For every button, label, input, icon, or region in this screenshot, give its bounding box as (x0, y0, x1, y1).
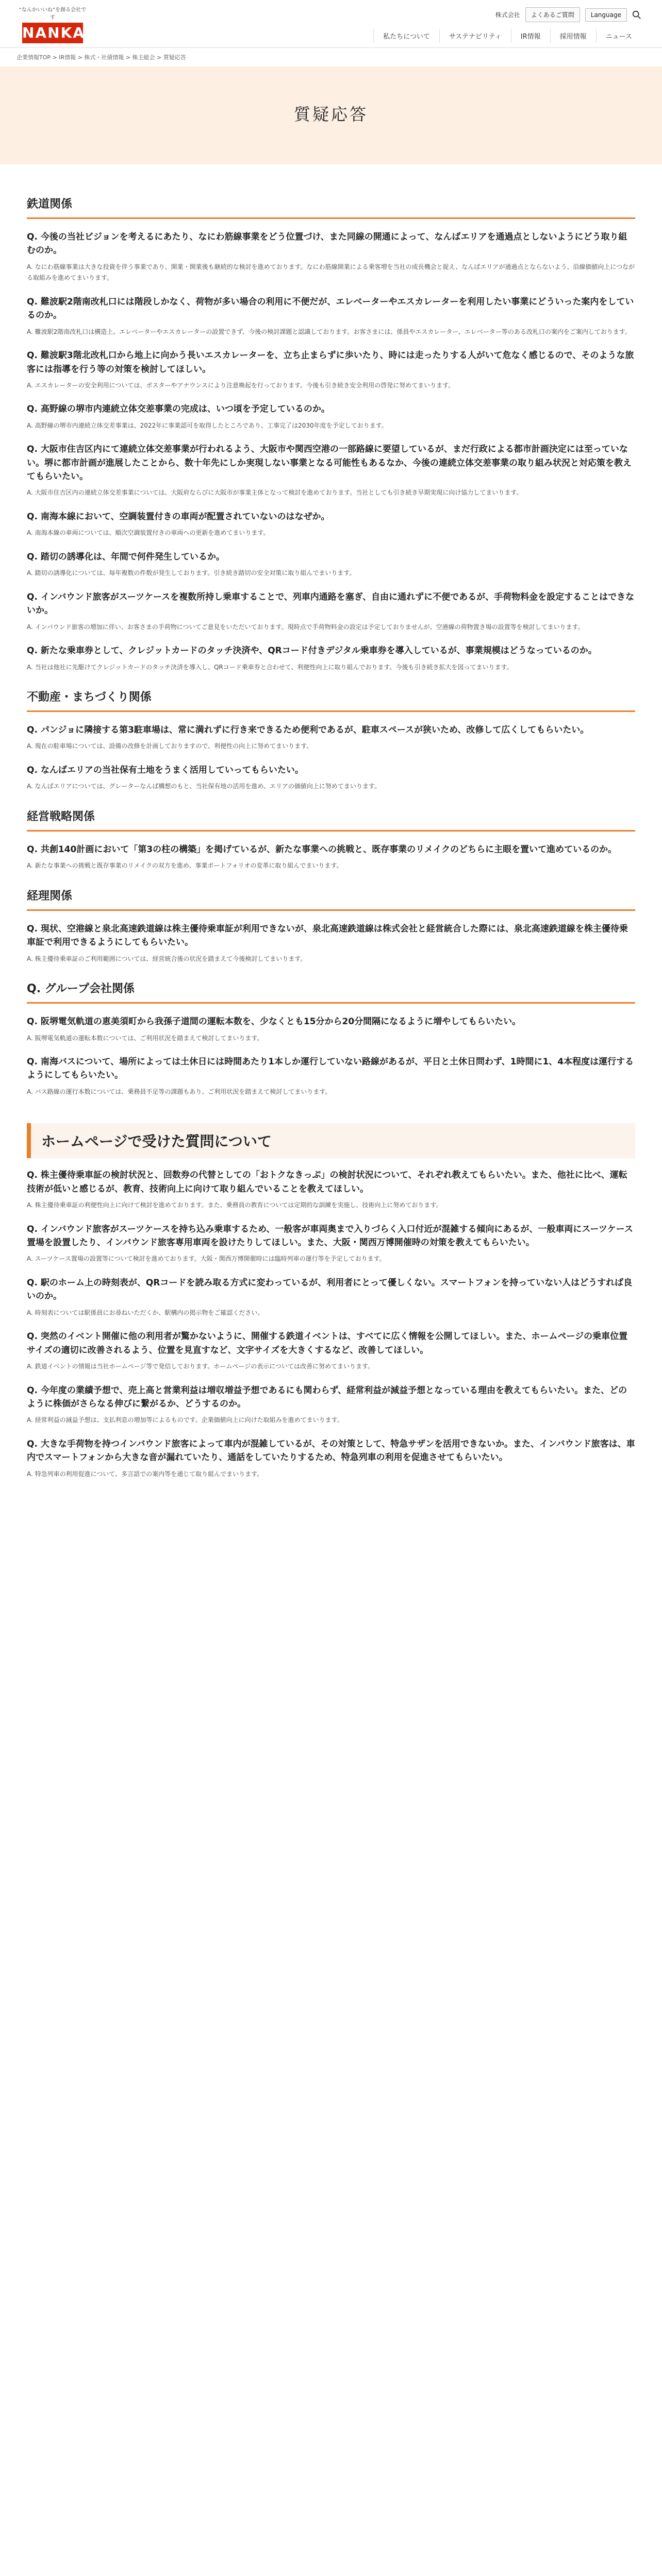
qa-item (27, 723, 635, 752)
question-text: Q. 新たな乗車券として、クレジットカードのタッチ決済や、QRコード付きデジタル乗車券を導入しているが、事業規模はどうなっているのか。 (27, 646, 597, 656)
section-heading: 経営戦略関係 (27, 808, 635, 832)
question-text: Q. 現状、空港線と泉北高速鉄道線は株主優待乗車証が利用できないが、泉北高速鉄道線は株式会社と経営統合した際には、泉北高速鉄道線を株主優待乗車証で利用できるようにしてもらいたい。 (27, 923, 628, 948)
qa-item (27, 843, 635, 872)
qa-item (27, 1330, 635, 1372)
nav-about[interactable]: 私たちについて (373, 29, 439, 43)
qa-item (27, 230, 635, 284)
breadcrumb[interactable]: 企業情報TOP > IR情報 > 株式・社債情報 > 株主総会 > 質疑応答 (16, 54, 186, 61)
answer-text: A. 南海本線の車両については、順次空調装置付きの車両への更新を進めてまいります。 (27, 529, 270, 537)
utility-bar (495, 7, 641, 22)
qa-item (27, 1276, 635, 1318)
section-heading: 経理関係 (27, 887, 635, 911)
qa-item (27, 922, 635, 964)
search-icon[interactable] (632, 10, 641, 20)
answer-text: A. なにわ筋線事業は大きな投資を伴う事業であり、開業・開業後も継続的な検討を進めております。なにわ筋線開業による乗客増を当社の成長機会と捉え、なんばエリアが通過点とならないよう、沿線価値向上につながる取組みを進めてまいります。 (27, 263, 635, 282)
qa-item (27, 590, 635, 633)
answer-text: A. 新たな事業への挑戦と既存事業のリメイクの双方を進め、事業ポートフォリオの変革に取り組んでまいります。 (27, 862, 343, 870)
question-text: Q. なんばエリアの当社保有土地をうまく活用していってもらいたい。 (27, 765, 304, 776)
answer-text: A. 阪堺電気軌道の運転本数については、ご利用状況を踏まえて検討してまいります。 (27, 1034, 263, 1042)
section-heading: 不動産・まちづくり関係 (27, 688, 635, 712)
answer-text: A. 鉄道イベントの情報は当社ホームページ等で発信しております。ホームページの表示については改善に努めてまいります。 (27, 1362, 374, 1370)
answer-text: A. 株主優待乗車証のご利用範囲については、経営統合後の状況を踏まえて今後検討してまいります。 (27, 955, 307, 962)
qa-item (27, 644, 635, 673)
qa-item (27, 295, 635, 337)
qa-item (27, 1015, 635, 1044)
question-text: Q. パンジョに隣接する第3駐車場は、常に満れずに行き来できるため便利であるが、駐車スペースが狭いため、改修して広くしてもらいたい。 (27, 725, 589, 736)
question-text: Q. 大阪市住吉区内にて連続立体交差事業が行われるよう、大阪市や関西空港の一部路線に要望しているが、まだ行政による都市計画決定には至っていない。堺に都市計画が進展したことから、数十年先にしか実現しない事業となる可能性もあるなか、今後の連続立体交差事業の取り組み状況と対応策を教えてもらいたい。 (27, 444, 632, 482)
question-text: Q. 阪堺電気軌道の恵美須町から我孫子道間の運転本数を、少なくとも15分から20分間隔になるように増やしてもらいたい。 (27, 1016, 521, 1027)
answer-text: A. 当社は他社に先駆けてクレジットカードのタッチ決済を導入し、QRコード乗車券と合わせて、利便性向上に取り組んでおります。今後も引き続き拡大を図ってまいります。 (27, 663, 513, 671)
logo-mark: NANKAI (22, 23, 83, 43)
homepage-questions-heading: ホームページで受けた質問について (27, 1123, 635, 1158)
answer-text: A. スーツケース置場の設置等について検討を進めております。大阪・関西万博開催時には臨時列車の運行等を予定しております。 (27, 1255, 386, 1263)
qa-item (27, 1223, 635, 1265)
answer-text: A. 特急列車の利用促進について、多言語での案内等を通じて取り組んでまいります。 (27, 1470, 263, 1478)
answer-text: A. インバウンド旅客の増加に伴い、お客さまの手荷物についてご意見をいただいております。現時点で手荷物料金の設定は予定しておりませんが、空港線の荷物置き場の設置等を検討してまいります。 (27, 623, 584, 631)
qa-item (27, 1384, 635, 1426)
language-button[interactable]: Language (585, 8, 627, 22)
qa-item (27, 349, 635, 391)
qa-item (27, 1437, 635, 1480)
global-nav (373, 29, 641, 43)
nav-ir[interactable]: IR情報 (511, 29, 550, 43)
main-content (27, 164, 635, 1480)
question-text: Q. インバウンド旅客がスーツケースを持ち込み乗車するため、一般客が車両奥まで入りづらく入口付近が混雑する傾向にあるが、一般車両にスーツケース置場を設置したり、インバウンド旅客専用車両を設けたりしてほしい。また、大阪・関西万博開催時の対策を教えてもらいたい。 (27, 1224, 633, 1248)
answer-text: A. 経常利益の減益予想は、支払利息の増加等によるものです。企業価値向上に向けた取組みを進めてまいります。 (27, 1416, 343, 1424)
qa-item (27, 764, 635, 792)
answer-text: A. 高野線の堺市内連続立体交差事業は、2022年に事業認可を取得したところであり、工事完了は2030年度を予定しております。 (27, 421, 388, 429)
util-link-company[interactable]: 株式会社 (495, 11, 520, 19)
nav-sustainability[interactable]: サステナビリティ (439, 29, 511, 43)
answer-text: A. バス路線の運行本数については、乗務員不足等の課題もあり、ご利用状況を踏まえて検討してまいります。 (27, 1088, 332, 1095)
page-banner (0, 66, 662, 164)
qa-item (27, 1055, 635, 1097)
question-text: Q. 南海本線において、空調装置付きの車両が配置されていないのはなぜか。 (27, 512, 330, 522)
answer-text: A. 踏切の誘導化については、毎年複数の件数が発生しております。引き続き踏切の安全対策に取り組んでまいります。 (27, 569, 356, 577)
qa-item (27, 443, 635, 499)
page-title: 質疑応答 (293, 105, 368, 124)
question-text: Q. 大きな手荷物を持つインバウンド旅客によって車内が混雑しているが、その対策として、特急サザンを活用できないか。また、インバウンド旅客は、車内でスマートフォンから大きな音が漏れていたり、通話をしていたりするため、特急列車の利用を促進させてもらいたい。 (27, 1438, 635, 1463)
answer-text: A. 時刻表については駅係員にお尋ねいただくか、駅構内の掲示物をご確認ください。 (27, 1309, 264, 1316)
question-text: Q. 南海バスについて、場所によっては土休日には時間あたり1本しか運行していない路線があるが、平日と土休日問わず、1時間に1、4本程度は運行するようにしてもらいたい。 (27, 1057, 634, 1081)
question-text: Q. 共創140計画において「第3の柱の構築」を掲げているが、新たな事業への挑戦と、既存事業のリメイクのどちらに主眼を置いて進めているのか。 (27, 844, 617, 855)
question-text: Q. 今後の当社ビジョンを考えるにあたり、なにわ筋線事業をどう位置づけ、また同線の開通によって、なんばエリアを通過点としないようにどう取り組むのか。 (27, 232, 627, 256)
company-logo[interactable] (16, 5, 92, 41)
question-text: Q. 難波駅3階北改札口から地上に向かう長いエスカレーターを、立ち止まらずに歩いたり、時には走ったりする人がいて危なく感じるので、そのような旅客には指導を行う等の対策を検討してほしい。 (27, 350, 634, 375)
qa-item (27, 510, 635, 539)
question-text: Q. 株主優待乗車証の検討状況と、回数券の代替としての「おトクなきっぷ」の検討状況について、それぞれ教えてもらいたい。また、他社に比べ、運転技術が低いと感じるが、教育、技術向上に向けて取り組んでいることを教えてほしい。 (27, 1170, 627, 1194)
section-heading: Q. グループ会社関係 (27, 980, 635, 1004)
logo-tagline: “なんかいいね”を創る会社です (19, 7, 87, 21)
question-text: Q. 踏切の誘導化は、年間で何件発生しているか。 (27, 551, 225, 562)
question-text: Q. 駅のホーム上の時刻表が、QRコードを読み取る方式に変わっているが、利用者にとって優しくない。スマートフォンを持っていない人はどうすれば良いのか。 (27, 1277, 633, 1302)
answer-text: A. 難波駅2階南改札口は構造上、エレベーターやエスカレーターの設置できず、今後の検討課題と認識しております。お客さまには、係員やエスカレーター、エレベーター等のある改札口の案内をご案内しております。 (27, 328, 631, 335)
answer-text: A. エスカレーターの安全利用については、ポスターやアナウンスにより注意喚起を行っております。今後も引き続き安全利用の啓発に努めてまいります。 (27, 381, 455, 389)
answer-text: A. 株主優待乗車証の利便性向上に向けて検討を進めております。また、乗務員の教育については定期的な訓練を実施し、技術向上に努めております。 (27, 1201, 442, 1209)
section-heading: 鉄道関係 (27, 195, 635, 219)
faq-button[interactable]: よくあるご質問 (525, 7, 580, 22)
question-text: Q. 今年度の業績予想で、売上高と営業利益は増収増益予想であるにも関わらず、経常利益が減益予想となっている理由を教えてもらいたい。また、どのように株価がさらなる伸びに繋がるか、どうするのか。 (27, 1385, 627, 1409)
question-text: Q. 高野線の堺市内連続立体交差事業の完成は、いつ頃を予定しているのか。 (27, 404, 330, 415)
nav-news[interactable]: ニュース (596, 29, 641, 43)
question-text: Q. インバウンド旅客がスーツケースを複数所持し乗車することで、列車内通路を塞ぎ、自由に通れずに不便であるが、手荷物料金を設定することはできないか。 (27, 591, 635, 616)
qa-item (27, 1168, 635, 1211)
answer-text: A. 大阪市住吉区内の連続立体交差事業については、大阪府ならびに大阪市が事業主体となって検討を進めております。当社としても引き続き早期実現に向け協力してまいります。 (27, 489, 523, 497)
question-text: Q. 難波駅2階南改札口には階段しかなく、荷物が多い場合の利用に不便だが、エレベーターやエスカレーターを利用したい事業にどういった案内をしているのか。 (27, 296, 634, 321)
answer-text: A. 現在の駐車場については、設備の改修を計画しておりますので、利便性の向上に努めてまいります。 (27, 742, 313, 750)
answer-text: A. なんばエリアについては、グレーターなんば構想のもと、当社保有地の活用を進め、エリアの価値向上に努めてまいります。 (27, 783, 380, 790)
qa-item (27, 402, 635, 431)
nav-recruit[interactable]: 採用情報 (550, 29, 596, 43)
qa-item (27, 550, 635, 579)
question-text: Q. 突然のイベント開催に他の利用者が驚かないように、開催する鉄道イベントは、すべてに広く情報を公開してほしい。また、ホームページの乗車位置サイズの適切に改善されるよう、位置を見直すなど、文字サイズを大きくするなど、改善してほしい。 (27, 1331, 628, 1355)
site-header (0, 0, 662, 48)
